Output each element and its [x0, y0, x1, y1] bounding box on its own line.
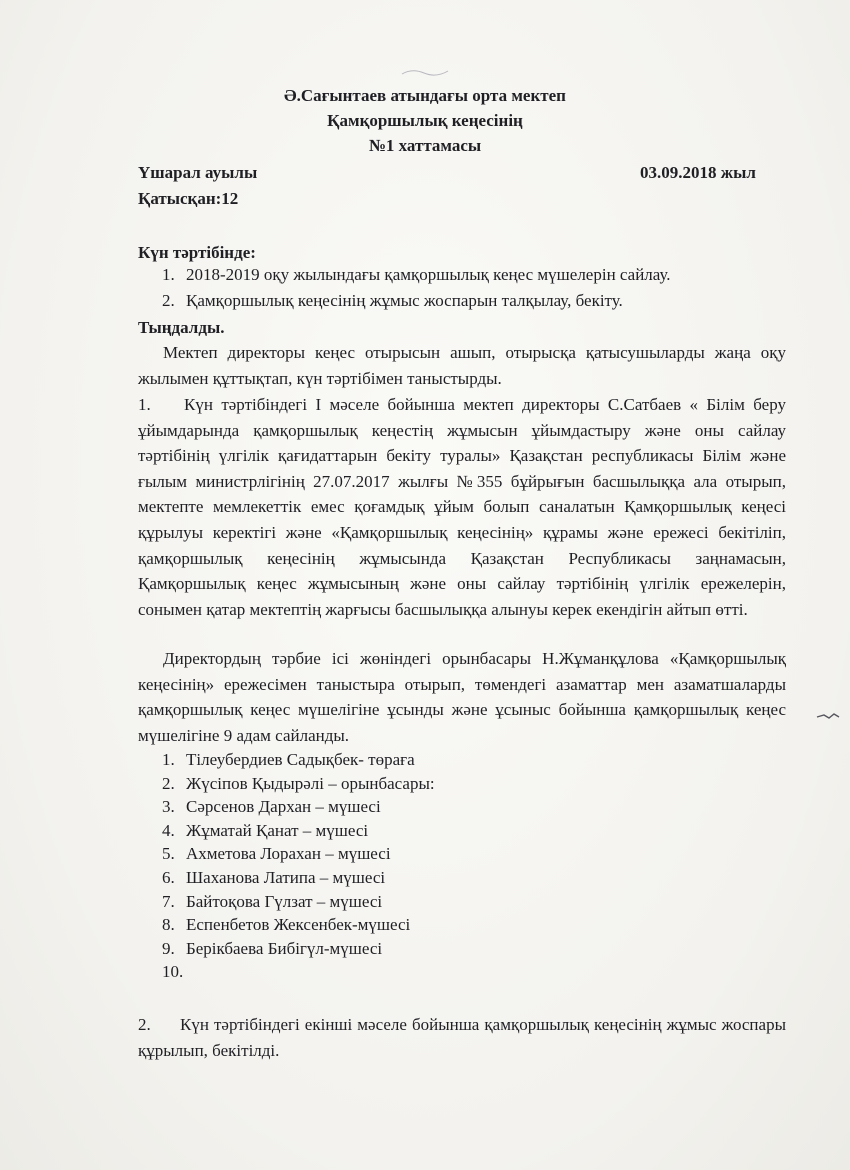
- agenda-item-text: 2018-2019 оқу жылындағы қамқоршылық кеңес мүшелерін сайлау.: [186, 265, 671, 284]
- member-item: [162, 795, 435, 819]
- member-item: [162, 937, 435, 961]
- agenda-item-number: 1.: [162, 265, 175, 284]
- protocol-date: 03.09.2018 жыл: [640, 163, 756, 182]
- member-name: Байтоқова Гүлзат – мүшесі: [186, 891, 383, 911]
- agenda-list: [162, 262, 802, 314]
- member-name: Шаханова Латипа – мүшесі: [186, 867, 386, 887]
- opening-paragraph: Мектеп директоры кеңес отырысын ашып, отырысқа қатысушыларды жаңа оқу жылымен құттықтап, күн тәртібімен таныстырды.: [138, 343, 786, 388]
- member-item: [162, 748, 435, 772]
- agenda-item-text: Қамқоршылық кеңесінің жұмыс жоспарын талқылау, бекіту.: [186, 291, 623, 310]
- item2-number: 2.: [138, 1015, 151, 1034]
- member-number: 5.: [162, 844, 175, 864]
- member-name: Жұматай Қанат – мүшесі: [186, 820, 369, 840]
- item1-paragraph: [138, 392, 786, 622]
- member-item: [162, 960, 435, 984]
- member-name: Еспенбетов Жексенбек-мүшесі: [186, 915, 411, 935]
- member-number: 7.: [162, 891, 175, 911]
- agenda-item-number: 2.: [162, 291, 175, 310]
- member-number: 6.: [162, 867, 175, 887]
- member-name: Ахметова Лорахан – мүшесі: [186, 844, 391, 864]
- agenda-item: [162, 262, 802, 288]
- member-number: 3.: [162, 797, 175, 817]
- member-name: Берікбаева Бибігүл-мүшесі: [186, 938, 383, 958]
- agenda-title: Күн тәртібінде:: [138, 243, 256, 262]
- member-number: 9.: [162, 938, 175, 958]
- item1-text: Күн тәртібіндегі І мәселе бойынша мектеп директоры С.Сатбаев « Білім беру ұйымдарында қамқоршылық кеңестің жұмысын ұйымдастыру және оны сайлау тәртібінің үлгілік қағидаттарын бекіту туралы» Қазақстан республикасы Білім және ғылым министрлігінің 27.07.2017 жылғы №355 бұйрығын басшылыққа ала отырып, мектепте мемлекеттік емес қоғамдық ұйым болып саналатын Қамқоршылық кеңесі құрылуы керектігі және «Қамқоршылық кеңесінің» құрамы және ережесі бекітіліп, қамқоршылық кеңесінің жұмысында Қазақстан Республикасы заңнамасын, Қамқоршылық кеңес жұмысының және оны сайлау тәртібінің үлгілік ережелерін, сонымен қатар мектептің жарғысы басшылыққа алынуы керек екендігін айтып өтті.: [138, 395, 786, 619]
- member-item: [162, 772, 435, 796]
- member-item: [162, 866, 435, 890]
- participants-count: Қатысқан:12: [138, 189, 239, 208]
- item2-paragraph: [138, 1012, 786, 1063]
- member-number: 8.: [162, 915, 175, 935]
- school-name: Ә.Сағынтаев атындағы орта мектеп: [284, 86, 566, 105]
- member-number: 2.: [162, 773, 175, 793]
- member-number: 4.: [162, 820, 175, 840]
- deputy-paragraph: Директордың тәрбие ісі жөніндегі орынбасары Н.Жұманқұлова «Қамқоршылық кеңесінің» ережесімен таныстыра отырып, төмендегі азаматтар мен азаматшаларды қамқоршылық кеңес мүшелігіне ұсынды және ұсыныс бойынша қамқоршылық кеңес мүшелігіне 9 адам сайланды.: [138, 649, 786, 745]
- protocol-number: №1 хаттамасы: [368, 136, 482, 155]
- member-name: Тілеубердиев Садықбек- төраға: [186, 750, 415, 769]
- scan-artifact: [400, 66, 450, 78]
- member-name: Сәрсенов Дархан – мүшесі: [186, 797, 381, 817]
- members-list: [162, 748, 435, 984]
- council-name: Қамқоршылық кеңесінің: [327, 111, 523, 130]
- village-name: Үшарал ауылы: [138, 163, 258, 182]
- member-number: 10.: [162, 962, 184, 982]
- member-item: [162, 913, 435, 937]
- heard-heading: Тыңдалды.: [138, 318, 225, 337]
- item2-text: Күн тәртібіндегі екінші мәселе бойынша қамқоршылық кеңесінің жұмыс жоспары құрылып, бекітілді.: [138, 1015, 786, 1060]
- agenda-item: [162, 288, 802, 314]
- scan-smudge: [815, 710, 841, 724]
- member-item: [162, 819, 435, 843]
- member-number: 1.: [162, 750, 175, 769]
- member-item: [162, 890, 435, 914]
- member-item: [162, 842, 435, 866]
- member-name: Жүсіпов Қыдырәлі – орынбасары:: [186, 773, 435, 793]
- item1-number: 1.: [138, 395, 151, 414]
